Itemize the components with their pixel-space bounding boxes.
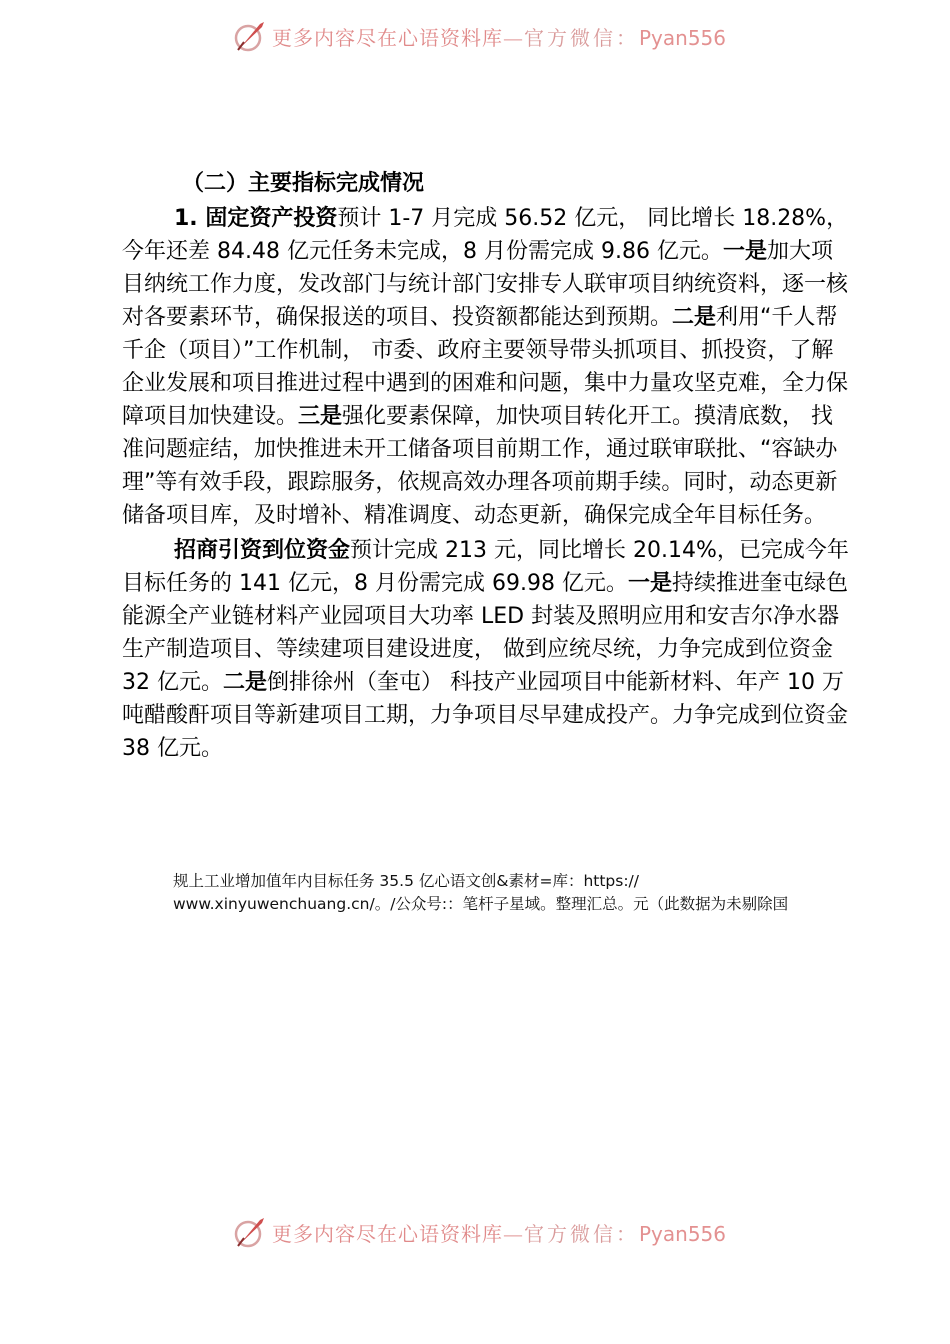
p1-text-2: 加大项目纳统工作力度，发改部门与统计部门安排专人联审项目纳统资料，逐一核对各要素环节，确保报送的项目、投资额都能达到预期。 (122, 239, 849, 330)
label-investment-funds: 招商引资到位资金 (174, 538, 351, 563)
watermark-wechat: 官方微信： (524, 25, 639, 50)
p2-text-3: 倒排徐州（奎屯） 科技产业园项目中能新材料、年产 10 万吨醋酸酐项目等新建项目工期，力争项目尽早建成投产。力争完成到位资金 38 亿元。 (122, 670, 849, 761)
p2-text-1: 预计完成 213 元，同比增长 20.14%，已完成今年目标任务的 141 亿元，8 月份需完成 69.98 亿元。 (122, 538, 849, 596)
p2-key-1: 一是 (627, 571, 672, 596)
watermark-site: 更多内容尽在心语资料库 (272, 1221, 503, 1246)
document-body (122, 168, 852, 765)
label-fixed-asset-investment: 1. 固定资产投资 (174, 206, 338, 231)
watermark-text (272, 1218, 726, 1247)
quill-logo-icon (232, 1214, 268, 1250)
p1-key-1: 一是 (722, 239, 767, 264)
watermark-wechat: 官方微信： (524, 1221, 639, 1246)
paragraph-fixed-asset-investment (122, 202, 852, 532)
paragraph-investment-funds (122, 534, 852, 765)
watermark-id: Pyan556 (639, 25, 727, 50)
section-heading: （二）主要指标完成情况 (182, 171, 425, 196)
watermark-text (272, 22, 726, 51)
footnote-text: 规上工业增加值年内目标任务 35.5 亿心语文创&素材=库：https:// www.xinyuwenchuang.cn/。/公众号:：笔杆子星域。整理汇总。元（此数据为未剔除国 (173, 872, 789, 913)
watermark-id: Pyan556 (639, 1221, 727, 1246)
p1-text-1: 预计 1-7 月完成 56.52 亿元， 同比增长 18.28%，今年还差 84.48 亿元任务未完成，8 月份需完成 9.86 亿元。 (122, 206, 849, 264)
p2-key-2: 二是 (223, 670, 268, 695)
watermark-dash: — (503, 25, 524, 50)
p2-text-2: 持续推进奎屯绿色能源全产业链材料产业园项目大功率 LED 封装及照明应用和安吉尔净水器生产制造项目、等续建项目建设进度， 做到应统尽统，力争完成到位资金 32 亿元。 (122, 571, 848, 695)
header-watermark (0, 12, 950, 60)
quill-logo-icon (232, 18, 268, 54)
watermark-dash: — (503, 1221, 524, 1246)
p1-key-3: 三是 (298, 404, 343, 429)
p1-text-4: 强化要素保障，加快项目转化开工。摸清底数， 找准问题症结，加快推进未开工储备项目前期工作，通过联审联批、“容缺办理”等有效手段，跟踪服务，依规高效办理各项前期手续。同时，动态更新储备项目库，及时增补、精准调度、动态更新，确保完成全年目标任务。 (122, 404, 838, 528)
watermark-site: 更多内容尽在心语资料库 (272, 25, 503, 50)
p1-key-2: 二是 (672, 305, 717, 330)
footer-watermark (0, 1208, 950, 1256)
p1-text-3: 利用“千人帮千企（项目）”工作机制， 市委、政府主要领导带头抓项目、抓投资，了解企业发展和项目推进过程中遇到的困难和问题，集中力量攻坚克难，全力保障项目加快建设。 (122, 305, 849, 429)
